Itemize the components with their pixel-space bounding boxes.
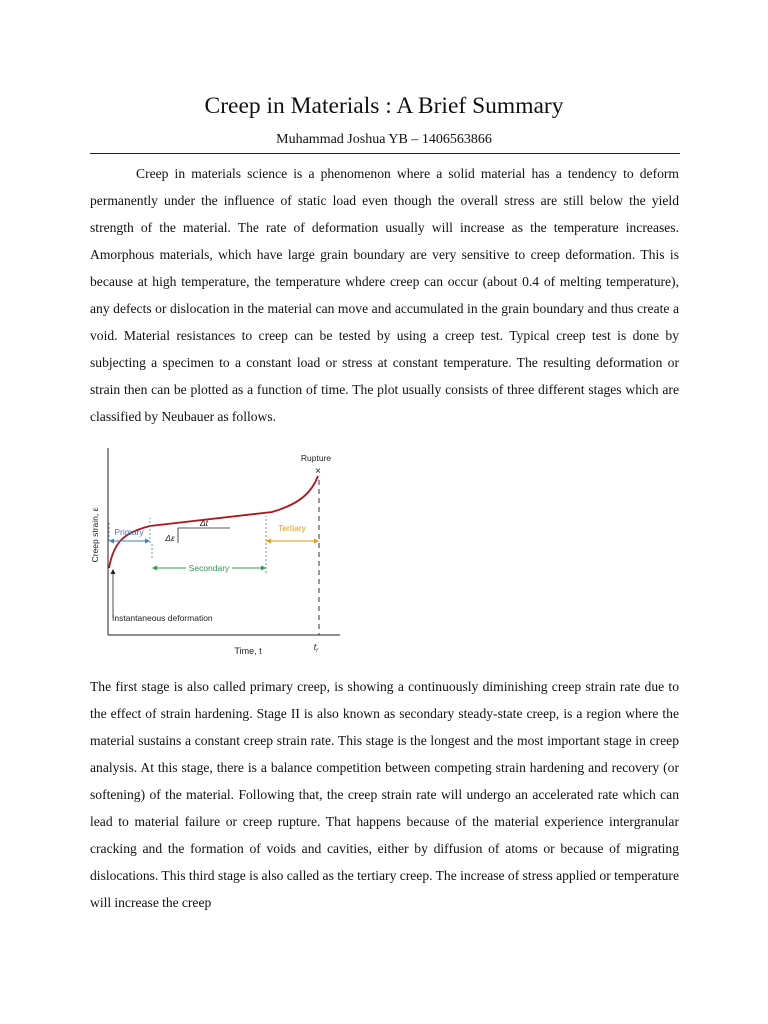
instantaneous-label: Instantaneous deformation — [112, 613, 213, 623]
secondary-label: Secondary — [188, 563, 230, 573]
rupture-time-label: $t_r$ — [313, 642, 319, 654]
primary-label: Primary — [114, 527, 144, 537]
tertiary-arrow-right-head — [314, 539, 319, 544]
primary-arrow-right-head — [145, 539, 150, 544]
rupture-marker: × — [315, 466, 321, 477]
creep-curve-svg — [90, 440, 340, 658]
creep-curve — [109, 476, 318, 568]
secondary-arrow-right-head — [261, 566, 266, 571]
document-title: Creep in Materials : A Brief Summary — [204, 93, 564, 119]
primary-arrow-left-head — [109, 539, 114, 544]
tertiary-label: Tertiary — [278, 523, 306, 533]
slope-triangle — [178, 528, 230, 543]
delta-t-label: Δt — [199, 518, 209, 528]
secondary-arrow-left-head — [152, 566, 157, 571]
x-axis-label: Time, t — [234, 646, 262, 656]
y-axis-label: Creep strain, ε — [90, 507, 100, 563]
instantaneous-arrow-head — [111, 569, 116, 574]
creep-curve-figure — [90, 440, 340, 658]
intro-paragraph: Creep in materials science is a phenomenon where a solid material has a tendency to deform permanently under the influence of static load even though the overall stress are still below the yield strength of the material. The rate of deformation usually will increase as the temperature increases. Amorphous materials, which have large grain boundary are very sensitive to creep deformation. This is because at high temperature, the temperature whdere creep can occur (about 0.4 of melting temperature), any defects or dislocation in the material can move and accumulated in the grain boundary and thus create a void. Material resistances to creep can be tested by using a creep test. Typical creep test is done by subjecting a specimen to a constant load or stress at constant temperature. The resulting deformation or strain then can be plotted as a function of time. The plot usually consists of three different stages which are classified by Neubauer as follows. — [90, 166, 679, 424]
delta-epsilon-label: Δε — [165, 533, 175, 543]
author-line: Muhammad Joshua YB – 1406563866 — [276, 132, 492, 147]
stages-paragraph: The first stage is also called primary creep, is showing a continuously diminishing creep strain rate due to the effect of strain hardening. Stage II is also known as secondary steady-state creep, is a region where the material sustains a constant creep strain rate. This stage is the longest and the most important stage in creep analysis. At this stage, there is a balance competition between competing strain hardening and recovery (or softening) of the material. Following that, the creep strain rate will undergo an accelerated rate which can lead to material failure or creep rupture. That happens because of the material experience intergranular cracking and the formation of voids and cavities, either by diffusion of atoms or because of migrating dislocations. This third stage is also called as the tertiary creep. The increase of stress applied or temperature will increase the creep — [90, 679, 679, 910]
tertiary-arrow-left-head — [266, 539, 271, 544]
title-divider — [90, 153, 680, 154]
rupture-label: Rupture — [300, 453, 332, 463]
